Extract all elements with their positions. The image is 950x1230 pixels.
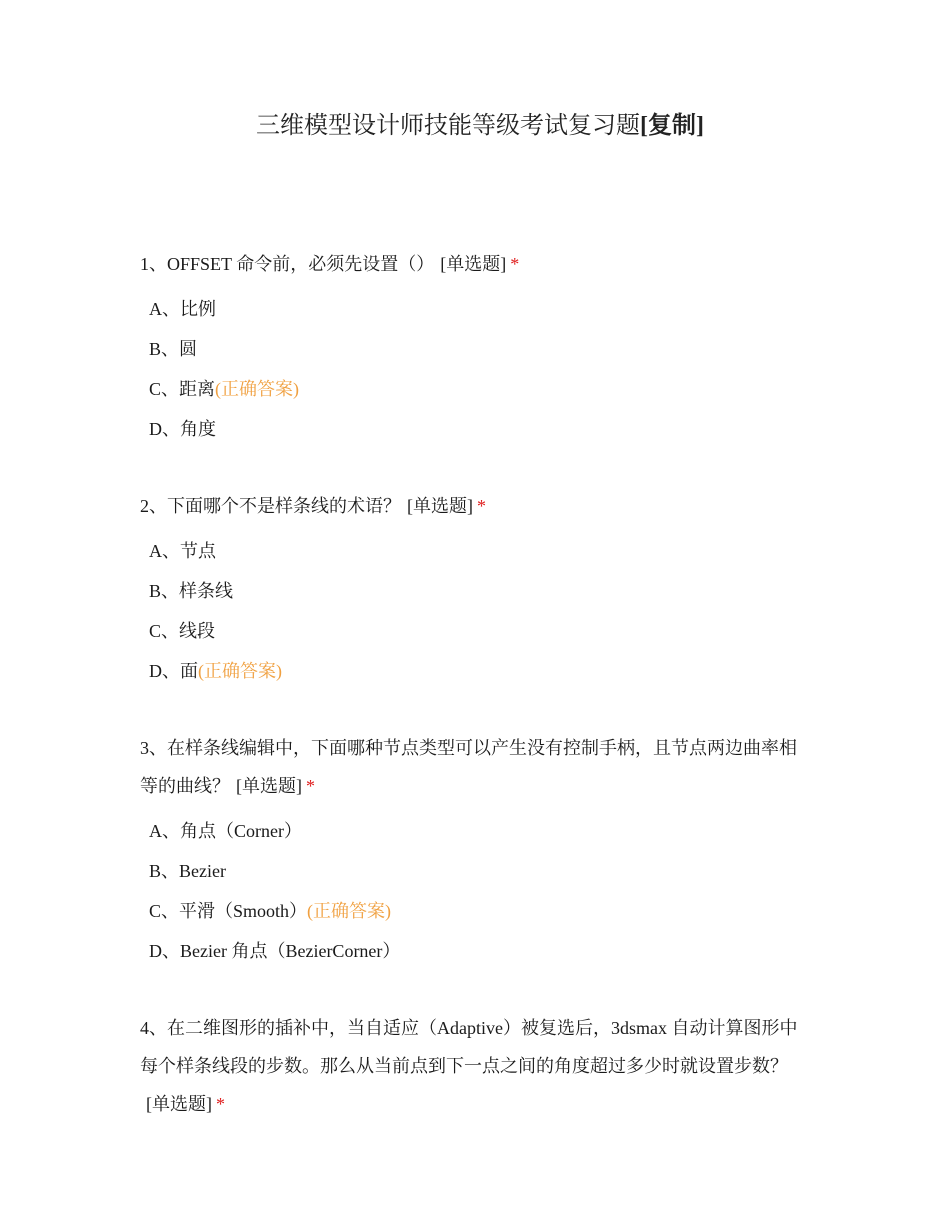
option-d[interactable] (149, 409, 810, 449)
question-type-label: [单选题] (440, 254, 507, 274)
option-list (149, 811, 810, 971)
question-prompt: 4、在二维图形的插补中，当自适应（Adaptive）被复选后，3dsmax 自动计算图形中每个样条线段的步数。那么从当前点到下一点之间的角度超过多少时就设置步数？ (140, 1018, 798, 1076)
option-d[interactable] (149, 651, 810, 691)
question-prompt: 2、下面哪个不是样条线的术语？ (140, 496, 401, 516)
option-label: B、样条线 (149, 581, 234, 601)
question-2 (140, 487, 810, 691)
option-label: A、角点（Corner） (149, 821, 302, 841)
option-c[interactable] (149, 369, 810, 409)
question-text (140, 1009, 810, 1123)
option-label: B、圆 (149, 339, 198, 359)
question-prompt: 3、在样条线编辑中，下面哪种节点类型可以产生没有控制手柄，且节点两边曲率相等的曲线？ (140, 738, 797, 796)
required-asterisk: * (216, 1094, 225, 1114)
option-a[interactable] (149, 531, 810, 571)
question-type-label: [单选题] (236, 776, 302, 796)
option-label: C、距离 (149, 379, 216, 399)
title-main: 三维模型设计师技能等级考试复习题 (256, 113, 640, 139)
option-c[interactable] (149, 611, 810, 651)
option-c[interactable] (149, 891, 810, 931)
question-text (140, 729, 810, 805)
option-label: D、Bezier 角点（BezierCorner） (149, 941, 401, 961)
required-asterisk: * (510, 254, 520, 274)
option-a[interactable] (149, 289, 810, 329)
option-b[interactable] (149, 851, 810, 891)
option-a[interactable] (149, 811, 810, 851)
option-list (149, 289, 810, 449)
correct-answer-mark: (正确答案) (198, 661, 282, 681)
option-label: D、角度 (149, 419, 216, 439)
question-text (140, 487, 810, 525)
correct-answer-mark: (正确答案) (307, 901, 392, 921)
option-b[interactable] (149, 571, 810, 611)
option-label: A、节点 (149, 541, 216, 561)
option-b[interactable] (149, 329, 810, 369)
page-title (0, 108, 950, 144)
option-label: A、比例 (149, 299, 216, 319)
required-asterisk: * (306, 776, 315, 796)
option-d[interactable] (149, 931, 810, 971)
option-label: B、Bezier (149, 861, 226, 881)
option-label: C、线段 (149, 621, 216, 641)
question-3 (140, 729, 810, 971)
option-list (149, 531, 810, 691)
correct-answer-mark: (正确答案) (215, 379, 300, 399)
option-label: C、平滑（Smooth） (149, 901, 308, 921)
title-suffix: [复制] (640, 113, 704, 139)
question-text (140, 245, 810, 283)
required-asterisk: * (477, 496, 486, 516)
question-1 (140, 245, 810, 449)
option-label: D、面 (149, 661, 198, 681)
question-type-label: [单选题] (146, 1094, 212, 1114)
question-4 (140, 1009, 810, 1123)
question-prompt: 1、OFFSET 命令前，必须先设置（） (140, 254, 435, 274)
question-type-label: [单选题] (407, 496, 473, 516)
